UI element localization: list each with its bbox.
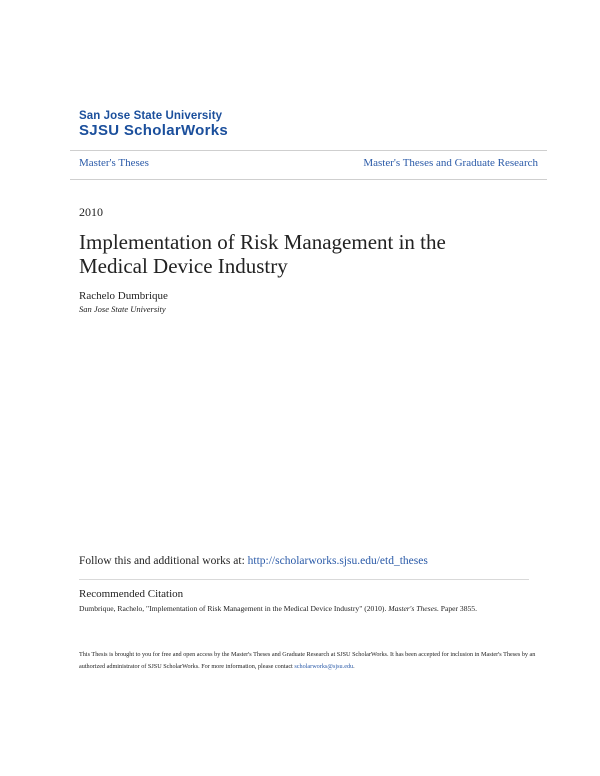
follow-prefix: Follow this and additional works at: bbox=[79, 555, 248, 567]
notice-end: . bbox=[353, 663, 355, 670]
access-notice bbox=[79, 649, 539, 673]
author-name: Rachelo Dumbrique bbox=[79, 290, 168, 302]
contact-email-link[interactable]: scholarworks@sjsu.edu bbox=[294, 663, 354, 670]
citation-divider bbox=[79, 579, 529, 580]
citation-suffix: . Paper 3855. bbox=[436, 604, 477, 613]
nav-top-divider bbox=[70, 150, 547, 151]
repository-name[interactable]: SJSU ScholarWorks bbox=[79, 122, 229, 139]
masters-theses-graduate-research-link[interactable]: Master's Theses and Graduate Research bbox=[363, 157, 538, 169]
notice-text: This Thesis is brought to you for free and open access by the Master's Theses and Graduate Research at SJSU ScholarWorks. It has been accepted for inclusion in Master's Theses by an authorized administrator of SJSU ScholarWorks. For more information, please contact bbox=[79, 651, 536, 670]
citation-body: Dumbrique, Rachelo, "Implementation of Risk Management in the Medical Device Industry" (2010). bbox=[79, 604, 389, 613]
nav-bottom-divider bbox=[70, 179, 547, 180]
follow-line bbox=[79, 555, 428, 567]
document-title: Implementation of Risk Management in the Medical Device Industry bbox=[79, 230, 446, 278]
etd-theses-link[interactable]: http://scholarworks.sjsu.edu/etd_theses bbox=[247, 555, 428, 567]
author-affiliation: San Jose State University bbox=[79, 304, 166, 314]
recommended-citation-heading: Recommended Citation bbox=[79, 588, 184, 600]
publication-year: 2010 bbox=[79, 205, 103, 219]
masters-theses-link[interactable]: Master's Theses bbox=[79, 157, 149, 169]
university-name: San Jose State University bbox=[79, 110, 223, 122]
citation-text bbox=[79, 604, 539, 613]
citation-journal: Master's Theses bbox=[388, 604, 437, 613]
